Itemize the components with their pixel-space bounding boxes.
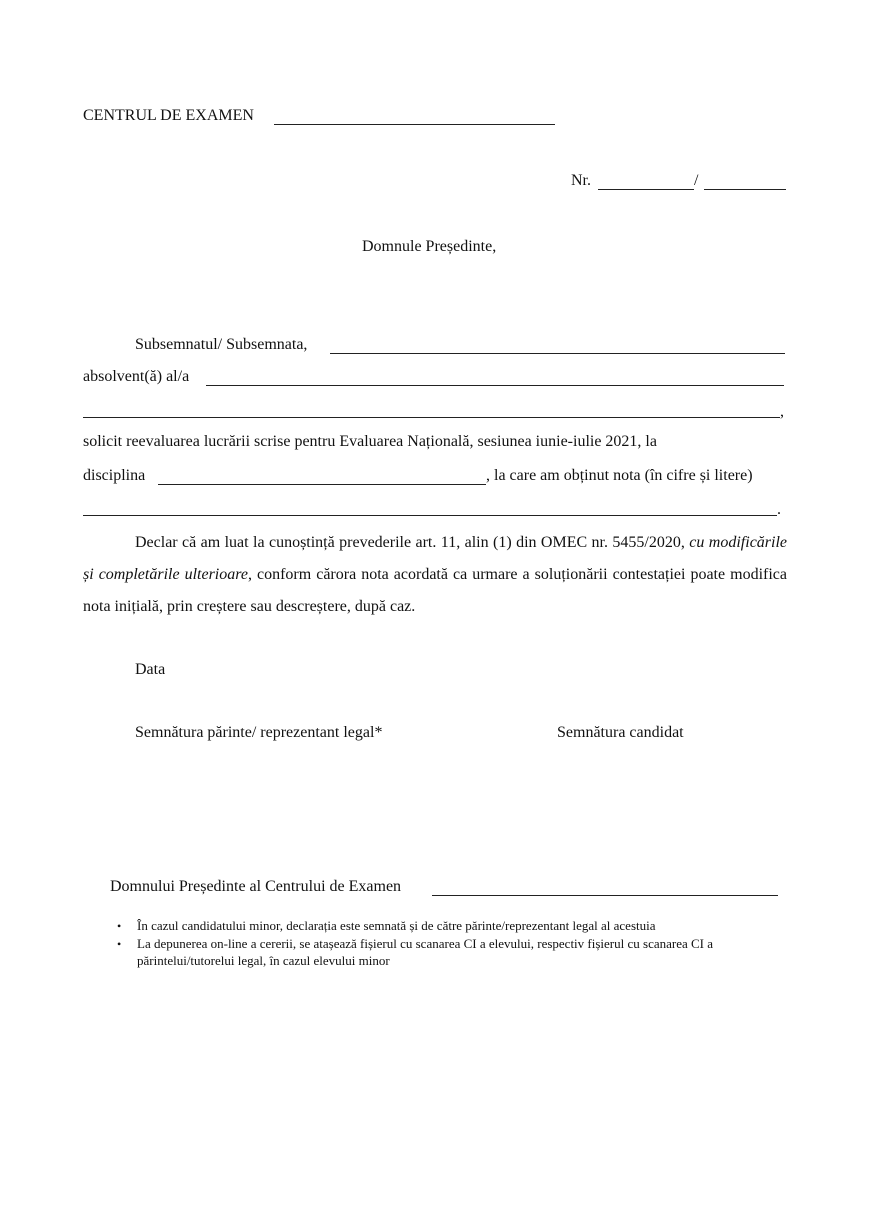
graduate-label: absolvent(ă) al/a	[83, 368, 190, 385]
bullet-icon: •	[117, 919, 122, 933]
registration-date-field[interactable]	[704, 189, 786, 190]
number-label: Nr.	[571, 172, 591, 189]
exam-center-field[interactable]	[274, 124, 555, 125]
trailing-comma: ,	[780, 403, 784, 420]
undersigned-name-field[interactable]	[330, 353, 785, 354]
trailing-period: .	[777, 501, 781, 518]
subject-label: disciplina	[83, 467, 146, 484]
undersigned-label: Subsemnatul/ Subsemnata,	[135, 336, 308, 353]
parent-signature-label: Semnătura părinte/ reprezentant legal*	[135, 724, 383, 741]
declaration-end: , conform cărora nota acordată ca urmare a soluționării contestației poate modifica nota inițială, prin creștere sau descreștere, după caz.	[83, 566, 787, 615]
note-minor-declaration: În cazul candidatului minor, declarația este semnată și de către părinte/reprezentant legal al acestuia	[137, 918, 656, 933]
grade-field[interactable]	[83, 515, 777, 516]
declaration-paragraph	[83, 527, 787, 623]
number-separator: /	[694, 172, 699, 189]
subject-field[interactable]	[158, 484, 486, 485]
exam-center-name-field[interactable]	[432, 895, 778, 896]
bullet-icon: •	[117, 937, 122, 951]
date-label: Data	[135, 661, 166, 678]
graduate-school-field-continued[interactable]	[83, 417, 780, 418]
registration-number-field[interactable]	[598, 189, 694, 190]
salutation: Domnule Președinte,	[362, 238, 497, 255]
declaration-italic: cu modificările și completările ulterioare	[83, 534, 788, 583]
addressee-label: Domnului Președinte al Centrului de Examen	[110, 878, 402, 895]
note-online-submission: La depunerea on-line a cererii, se atașează fișierul cu scanarea CI a elevului, respectiv fișierul cu scanarea CI a părintelui/tutorelui legal, în cazul elevului minor	[137, 936, 714, 968]
exam-center-label: CENTRUL DE EXAMEN	[83, 107, 254, 124]
candidate-signature-label: Semnătura candidat	[557, 724, 684, 741]
grade-label: , la care am obținut nota (în cifre și litere)	[486, 467, 753, 484]
declaration-start: Declar că am luat la cunoștință prevederile art. 11, alin (1) din OMEC nr. 5455/2020,	[135, 534, 685, 551]
request-text: solicit reevaluarea lucrării scrise pentru Evaluarea Națională, sesiunea iunie-iulie 2021, la	[83, 433, 657, 450]
graduate-school-field[interactable]	[206, 385, 784, 386]
